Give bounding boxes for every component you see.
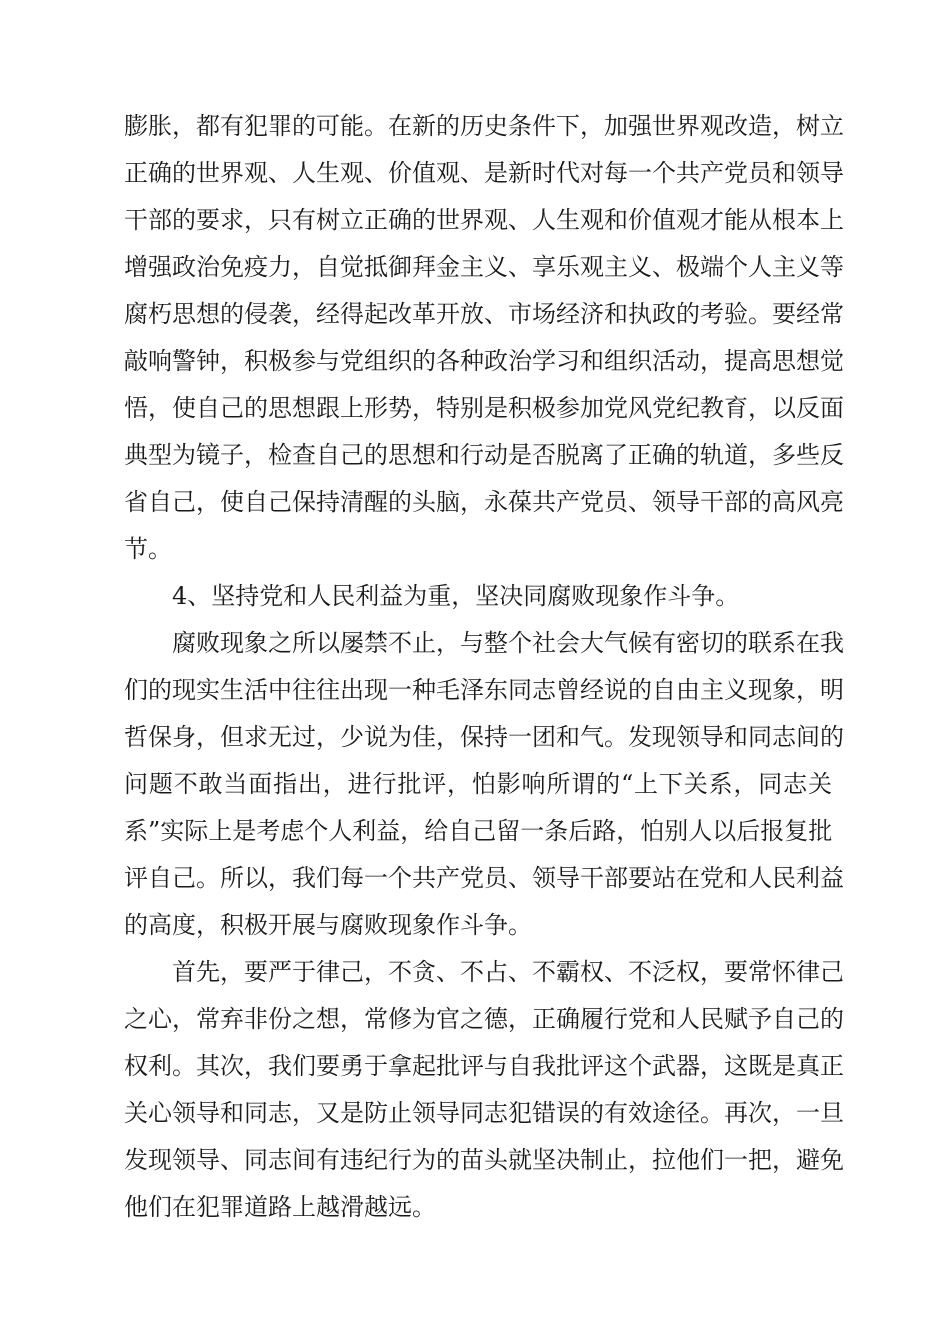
- text-line: 们的现实生活中往往出现一种毛泽东同志曾经说的自由主义现象，明: [124, 676, 844, 704]
- section-heading: 4、坚持党和人民利益为重，坚决同腐败现象作斗争。: [172, 582, 740, 610]
- text-line: 关心领导和同志，又是防止领导同志犯错误的有效途径。再次，一旦: [124, 1099, 844, 1127]
- text-line: 首先，要严于律己，不贪、不占、不霸权、不泛权，要常怀律己: [172, 958, 844, 986]
- text-line: 他们在犯罪道路上越滑越远。: [124, 1193, 436, 1221]
- text-line: 正确的世界观、人生观、价值观、是新时代对每一个共产党员和领导: [124, 159, 844, 187]
- text-line: 的高度，积极开展与腐败现象作斗争。: [124, 911, 532, 939]
- text-line: 膨胀，都有犯罪的可能。在新的历史条件下，加强世界观改造，树立: [124, 112, 844, 140]
- text-line: 发现领导、同志间有违纪行为的苗头就坚决制止，拉他们一把，避免: [124, 1146, 844, 1174]
- text-line: 敲响警钟，积极参与党组织的各种政治学习和组织活动，提高思想觉: [124, 347, 844, 375]
- text-line: 腐朽思想的侵袭，经得起改革开放、市场经济和执政的考验。要经常: [124, 300, 844, 328]
- text-line: 干部的要求，只有树立正确的世界观、人生观和价值观才能从根本上: [124, 206, 844, 234]
- text-line: 典型为镜子，检查自己的思想和行动是否脱离了正确的轨道，多些反: [124, 441, 844, 469]
- text-line: 省自己，使自己保持清醒的头脑，永葆共产党员、领导干部的高风亮: [124, 488, 844, 516]
- text-line: 增强政治免疫力，自觉抵御拜金主义、享乐观主义、极端个人主义等: [124, 253, 844, 281]
- text-line: 系”实际上是考虑个人利益，给自己留一条后路，怕别人以后报复批: [124, 817, 833, 845]
- text-line: 悟，使自己的思想跟上形势，特别是积极参加党风党纪教育，以反面: [124, 394, 844, 422]
- text-line: 权利。其次，我们要勇于拿起批评与自我批评这个武器，这既是真正: [124, 1052, 844, 1080]
- text-line: 腐败现象之所以屡禁不止，与整个社会大气候有密切的联系在我: [172, 629, 844, 657]
- text-line: 节。: [124, 535, 172, 563]
- text-line: 评自己。所以，我们每一个共产党员、领导干部要站在党和人民利益: [124, 864, 844, 892]
- text-line: 问题不敢当面指出，进行批评，怕影响所谓的“上下关系，同志关: [124, 770, 832, 798]
- text-line: 哲保身，但求无过，少说为佳，保持一团和气。发现领导和同志间的: [124, 723, 844, 751]
- text-line: 之心，常弃非份之想，常修为官之德，正确履行党和人民赋予自己的: [124, 1005, 844, 1033]
